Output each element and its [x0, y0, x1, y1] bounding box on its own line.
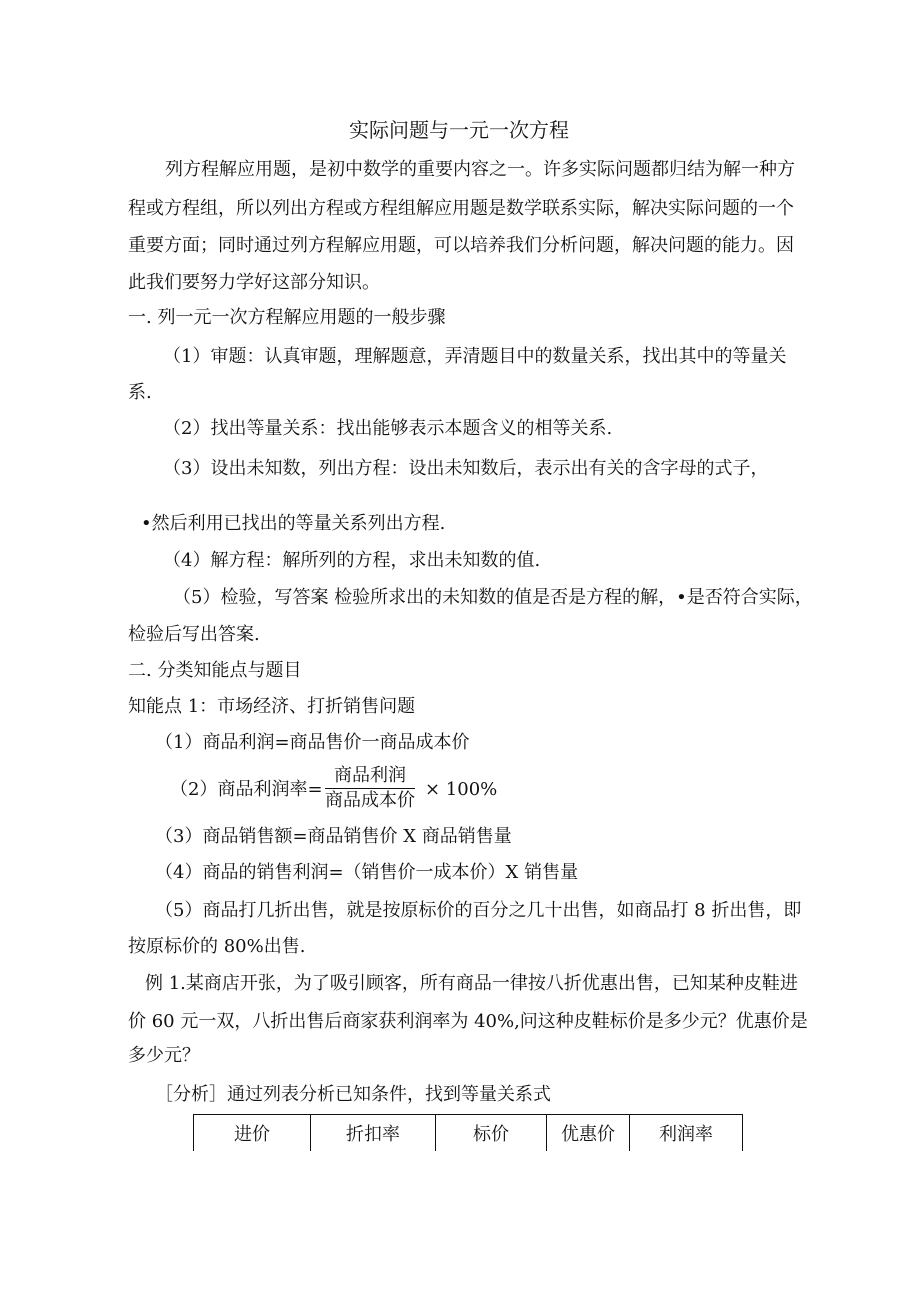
knowledge-point-1: 知能点 1：市场经济、打折销售问题: [128, 696, 416, 717]
formula-3: （3）商品销售额=商品销售价 X 商品销售量: [155, 826, 512, 847]
step-3-line-1: （3）设出未知数，列出方程：设出未知数后，表示出有关的含字母的式子，: [163, 458, 769, 479]
formula-1: （1）商品利润=商品售价一商品成本价: [155, 732, 470, 753]
formula-5-line-1: （5）商品打几折出售，就是按原标价的百分之几十出售，如商品打 8 折出售，即: [155, 900, 802, 921]
table-header-cell: 折扣率: [311, 1115, 436, 1152]
table-header-cell: 进价: [194, 1115, 311, 1152]
section-1-heading: 一. 列一元一次方程解应用题的一般步骤: [128, 307, 446, 328]
formula-2-suffix: × 100%: [425, 779, 498, 800]
step-5-line-1: （5）检验，写答案 检验所求出的未知数的值是否是方程的解，•是否符合实际，: [173, 587, 813, 608]
intro-line-1: 列方程解应用题，是初中数学的重要内容之一。许多实际问题都归结为解一种方: [165, 159, 795, 180]
step-1-line-2: 系.: [128, 382, 152, 403]
fraction-denominator: 商品成本价: [325, 790, 415, 811]
table-header-cell: 利润率: [630, 1115, 743, 1152]
table-header-row: [194, 1115, 743, 1152]
fraction-numerator: 商品利润: [325, 765, 415, 789]
table-header-cell: 优惠价: [547, 1115, 630, 1152]
example-1-line-2: 价 60 元一双，八折出售后商家获利润率为 40%,问这种皮鞋标价是多少元？优惠价是: [128, 1011, 808, 1032]
step-2: （2）找出等量关系：找出能够表示本题含义的相等关系.: [163, 418, 613, 439]
example-1-line-3: 多少元？: [128, 1045, 200, 1066]
table-header-cell: 标价: [436, 1115, 547, 1152]
formula-2-prefix: （2）商品利润率=: [170, 779, 323, 800]
step-5-line-2: 检验后写出答案.: [128, 624, 260, 645]
analysis-line: ［分析］通过列表分析已知条件，找到等量关系式: [155, 1084, 551, 1105]
intro-line-4: 此我们要努力学好这部分知识。: [128, 272, 380, 293]
example-1-line-1: 例 1.某商店开张，为了吸引顾客，所有商品一律按八折优惠出售，已知某种皮鞋进: [145, 973, 798, 994]
intro-line-3: 重要方面；同时通过列方程解应用题，可以培养我们分析问题，解决问题的能力。因: [128, 235, 794, 256]
step-4: （4）解方程：解所列的方程，求出未知数的值.: [163, 550, 541, 571]
analysis-table: [193, 1114, 743, 1151]
step-1-line-1: （1）审题：认真审题，理解题意，弄清题目中的数量关系，找出其中的等量关: [163, 346, 787, 367]
page-title: 实际问题与一元一次方程: [349, 118, 569, 142]
formula-5-line-2: 按原标价的 80%出售.: [128, 936, 306, 957]
intro-line-2: 程或方程组，所以列出方程或方程组解应用题是数学联系实际，解决实际问题的一个: [128, 198, 794, 219]
step-3-line-2: •然后利用已找出的等量关系列出方程.: [141, 513, 446, 534]
formula-4: （4）商品的销售利润=（销售价一成本价）X 销售量: [155, 862, 579, 883]
formula-2-fraction: [325, 765, 415, 812]
section-2-heading: 二. 分类知能点与题目: [128, 660, 302, 681]
